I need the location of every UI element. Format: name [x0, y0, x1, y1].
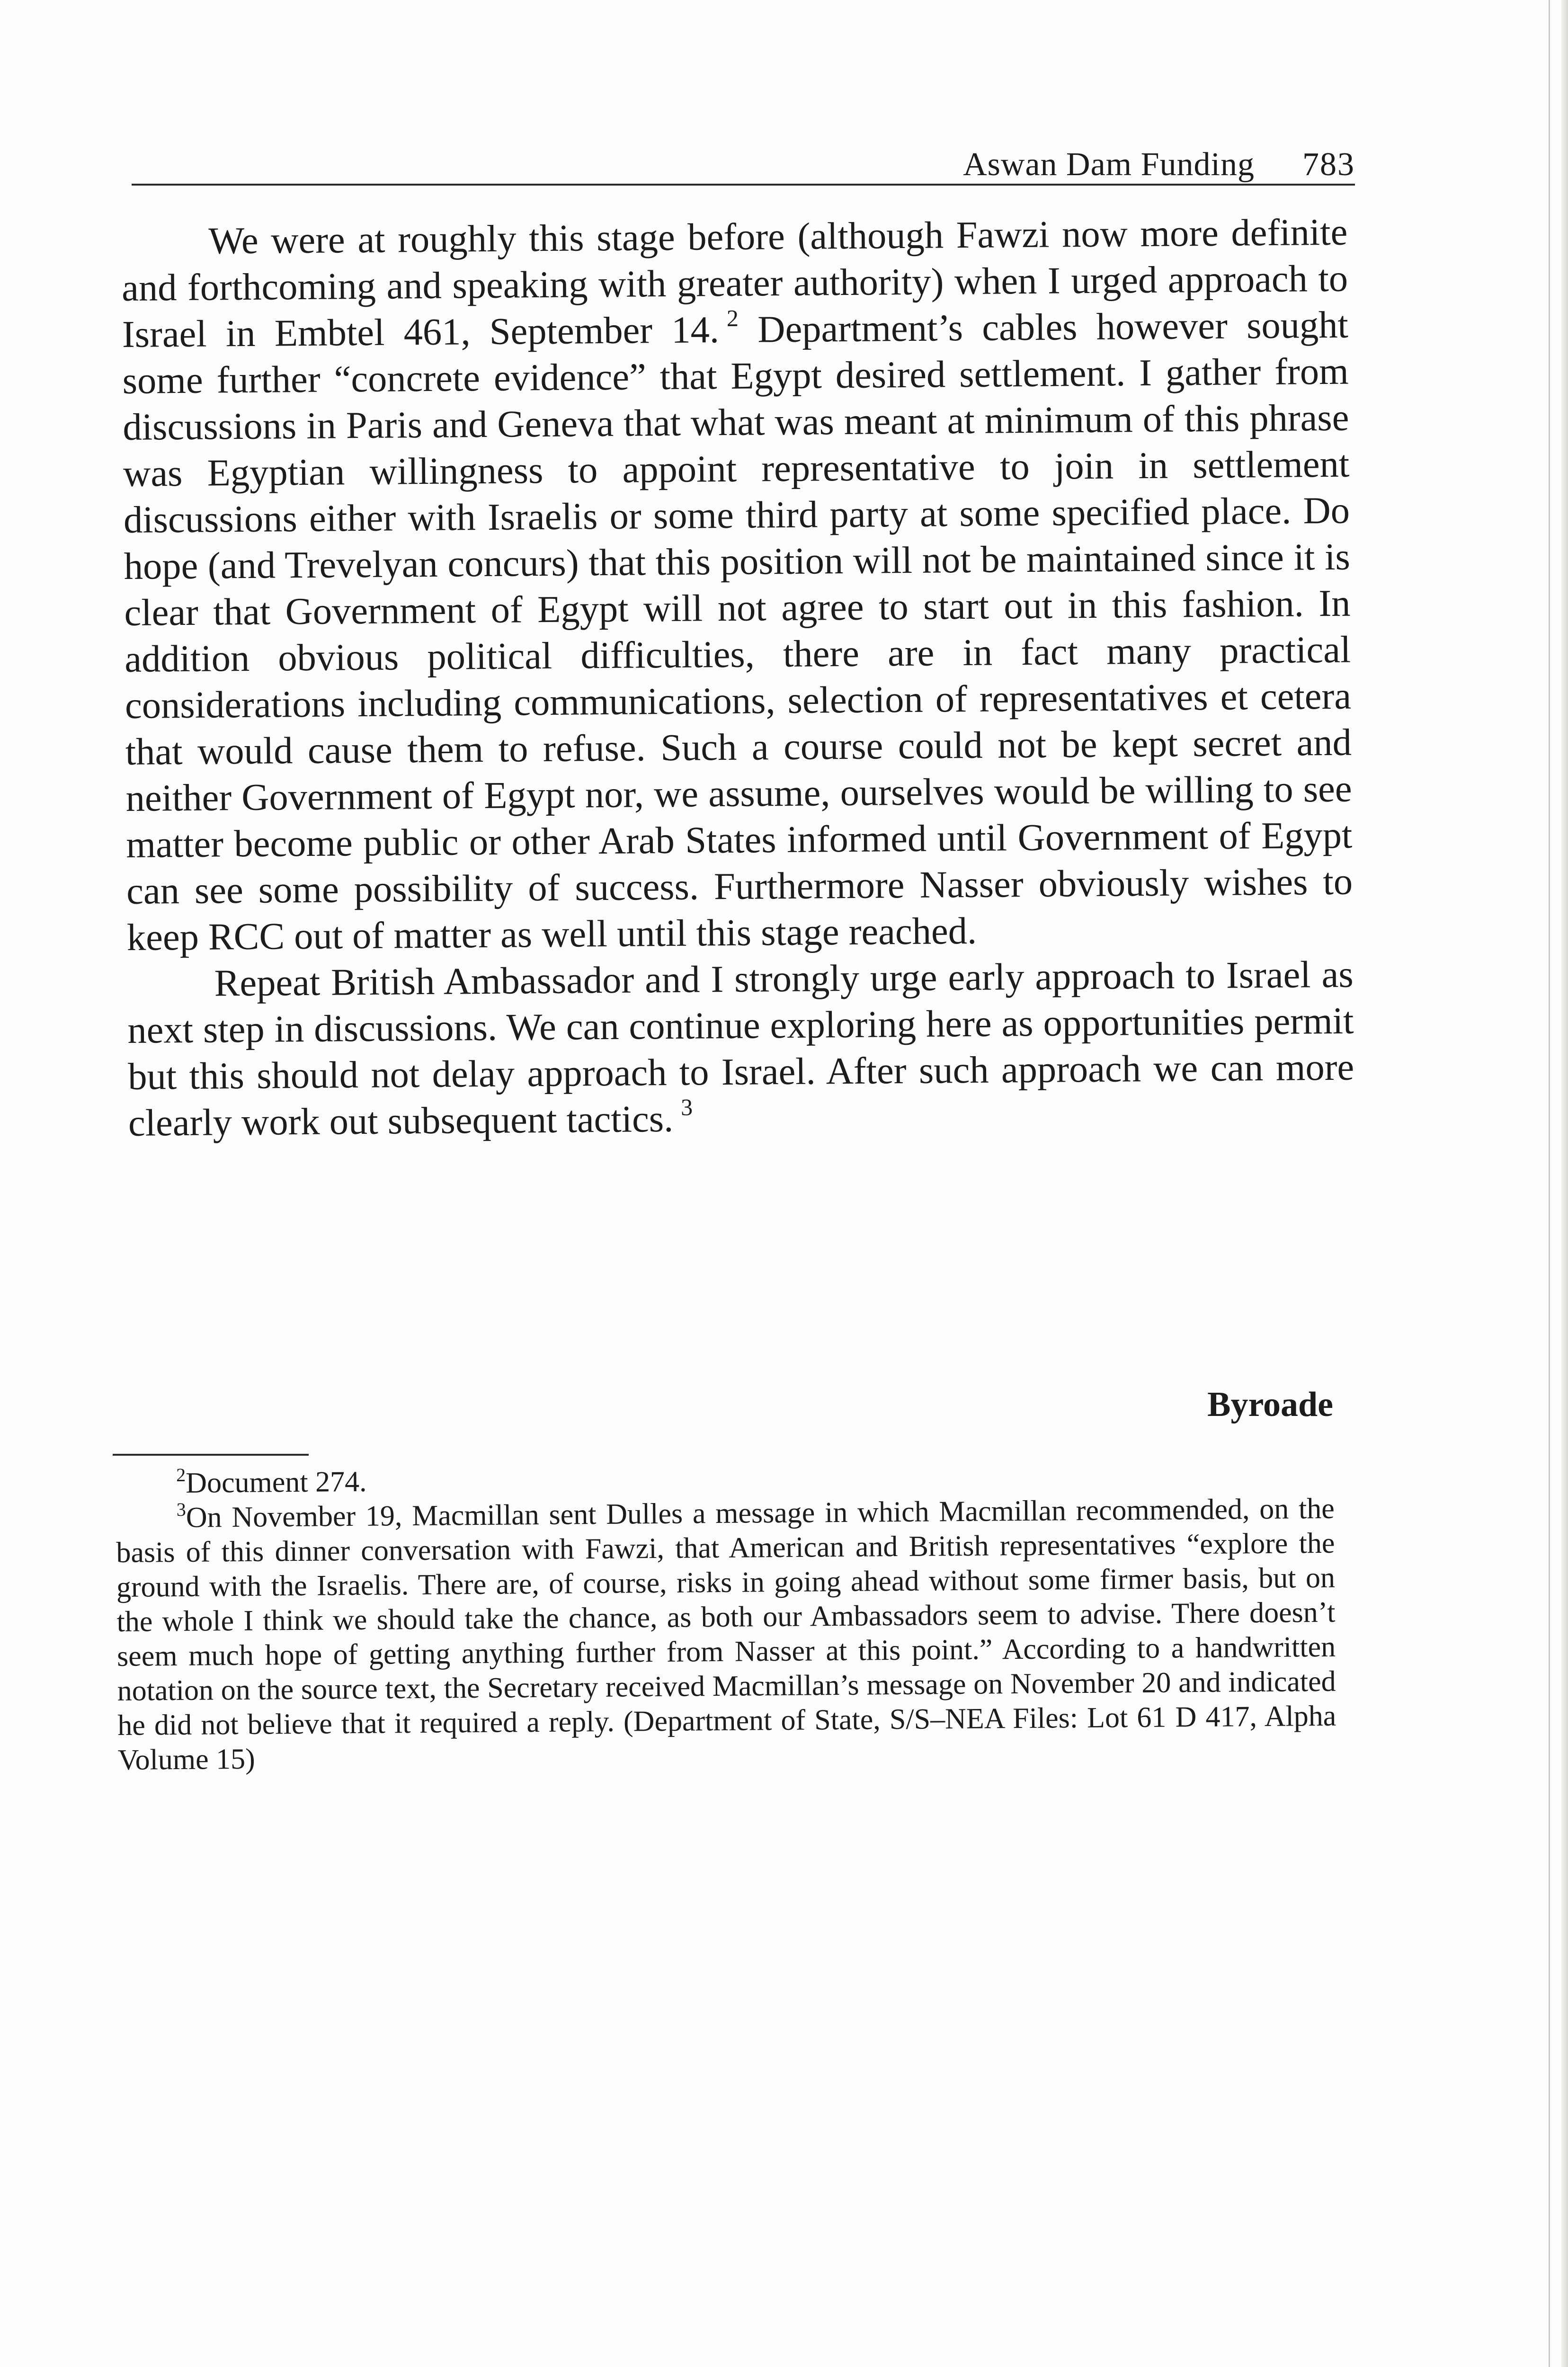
running-head-title: Aswan Dam Funding [952, 146, 1255, 184]
header-rule [132, 184, 1355, 186]
footnote-rule [113, 1454, 309, 1456]
page-number: 783 [1285, 146, 1355, 184]
paragraph-1-text-a: We were at roughly this stage before (although Fawzi now more definite and forthcoming and speaking with greater authority) when I urged approach to Israel in Embtel 461, September 14. [121, 211, 1348, 356]
footnote-ref-2: 2 [726, 304, 739, 331]
body-text [121, 209, 1354, 1147]
footnote-3-text: On November 19, Macmillan sent Dulles a message in which Macmillan recommended, on the basis of this dinner conversation with Fawzi, that American and British representatives “explore the ground with the Israelis. There are, of course, risks in going ahead without some firmer basis, but on the whole I think we should take the chance, as both our Ambassadors seem to advise. There doesn’t seem much hope of getting anything further from Nasser at this point.” According to a handwritten notation on the source text, the Secretary received Macmillan’s message on November 20 and indicated he did not believe that it required a reply. (Department of State, S/S–NEA Files: Lot 61 D 417, Alpha Volume 15) [116, 1492, 1336, 1776]
signature: Byroade [1207, 1385, 1333, 1424]
scan-page-edge [1561, 0, 1568, 2367]
body-paragraph-2 [127, 952, 1354, 1147]
paragraph-2-text: Repeat British Ambassador and I strongly urge early approach to Israel as next step in discussions. We can continue exploring here as opportunities permit but this should not delay approach to Israel. After such approach we can more clearly work out subsequent tactics. [127, 953, 1354, 1144]
footnote-2-text: Document 274. [186, 1465, 367, 1499]
body-paragraph-1 [121, 209, 1353, 961]
footnote-ref-3: 3 [680, 1094, 693, 1121]
footnote-3 [116, 1492, 1337, 1778]
running-head [132, 140, 1355, 189]
footnote-2-marker: 2 [176, 1464, 186, 1486]
scan-margin-line [1549, 0, 1550, 2367]
paragraph-1-text-b: Department’s cables however sought some further “concrete evidence” that Egypt desired settlement. I gather from discussions in Paris and Geneva that what was meant at minimum of this phrase was Egyptian willingness to appoint representative to join in settlement discussions either with Israelis or some third party at some specified place. Do hope (and Trevelyan concurs) that this position will not be maintained since it is clear that Government of Egypt will not agree to start out in this fashion. In addition obvious political difficulties, there are in fact many practical considerations including communications, selection of representatives et cetera that would cause them to refuse. Such a course could not be kept secret and neither Government of Egypt nor, we assume, ourselves would be willing to see matter become public or other Arab States informed until Government of Egypt can see some possibility of success. Furthermore Nasser obviously wishes to keep RCC out of matter as well until this stage reached. [122, 303, 1353, 959]
footnote-3-marker: 3 [176, 1498, 186, 1520]
footnotes [116, 1457, 1336, 1778]
